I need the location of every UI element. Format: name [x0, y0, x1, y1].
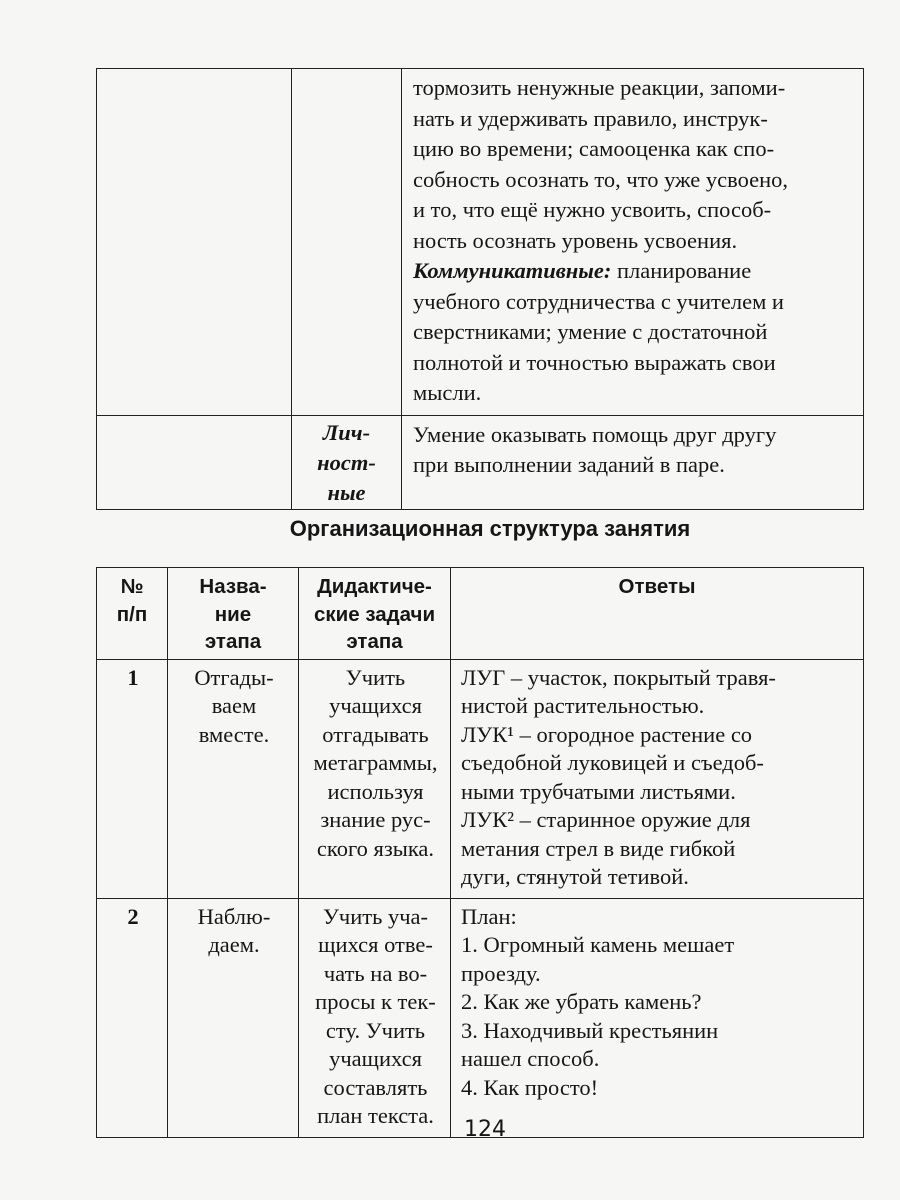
- header-number: [97, 568, 168, 660]
- task-cell: [299, 659, 451, 898]
- text-line: мысли.: [413, 380, 482, 405]
- table-row: [97, 898, 864, 1137]
- text-line: 3. Находчивый крестьянин: [461, 1017, 719, 1043]
- header-stage-name: [168, 568, 299, 660]
- task-cell: [299, 898, 451, 1137]
- header-line: Назва-: [199, 575, 267, 598]
- text-line: План:: [461, 903, 517, 929]
- answers-cell: [451, 898, 864, 1137]
- text-line: и то, что ещё нужно усвоить, способ-: [413, 197, 772, 222]
- category-line: ные: [327, 479, 366, 505]
- table-row: [97, 69, 864, 416]
- text-line: Наблю-: [197, 903, 271, 929]
- row-number: 1: [97, 659, 168, 898]
- header-didactic-tasks: [299, 568, 451, 660]
- header-line: этапа: [204, 630, 262, 653]
- text-line: план текста.: [317, 1103, 434, 1128]
- text-line: дуги, стянутой тетивой.: [461, 864, 689, 889]
- text-line: ными трубчатыми листьями.: [461, 778, 736, 804]
- text-fragment: планирование: [611, 258, 752, 283]
- text-line: даем.: [208, 932, 260, 957]
- text-line: 2. Как же убрать камень?: [461, 989, 702, 1014]
- text-line: составлять: [323, 1074, 428, 1100]
- empty-cell: [97, 69, 292, 416]
- table-header-row: [97, 568, 864, 660]
- text-line: при выполнении заданий в паре.: [413, 452, 725, 477]
- text-line: знание рус-: [320, 807, 431, 832]
- text-line: учебного сотрудничества с учителем и: [413, 288, 784, 314]
- text-line: съедобной луковицей и съедоб-: [461, 750, 764, 775]
- text-line: сту. Учить: [325, 1017, 426, 1043]
- text-line: 1. Огромный камень мешает: [461, 932, 735, 957]
- text-line: Учить: [345, 664, 406, 690]
- text-line: вместе.: [198, 721, 270, 747]
- header-line: п/п: [116, 602, 148, 626]
- text-line: ЛУГ – участок, покрытый травя-: [461, 664, 776, 690]
- header-line: Ответы: [618, 575, 696, 598]
- header-line: ние: [214, 602, 252, 626]
- header-line: Дидактиче-: [317, 575, 432, 598]
- text-line: чать на во-: [323, 960, 428, 986]
- description-cell: [402, 415, 864, 509]
- text-line: ность осознать уровень усвоения.: [413, 227, 738, 253]
- text-line: отгадывать: [322, 721, 429, 747]
- text-line: 4. Как просто!: [461, 1074, 599, 1100]
- lesson-structure-table: [96, 567, 864, 1138]
- stage-name-cell: [168, 898, 299, 1137]
- description-cell: [402, 69, 864, 416]
- text-line: собность осознать то, что уже усвоено,: [413, 166, 789, 192]
- text-line: ЛУК¹ – огородное растение со: [461, 721, 753, 747]
- section-title: Организационная структура занятия: [289, 516, 691, 541]
- text-line: просы к тек-: [315, 989, 436, 1014]
- text-line: сверстниками; умение с достаточной: [413, 319, 768, 344]
- text-line: нать и удерживать правило, инструк-: [413, 105, 768, 131]
- table-row: [97, 415, 864, 509]
- header-line: ские задачи: [313, 602, 436, 626]
- header-answers: [451, 568, 864, 660]
- text-line: нашел способ.: [461, 1046, 600, 1071]
- answers-cell: [451, 659, 864, 898]
- communicative-label: Коммуникативные:: [413, 258, 612, 283]
- header-line: этапа: [346, 630, 403, 653]
- text-line: ЛУК² – старинное оружие для: [461, 807, 751, 832]
- text-line: [413, 256, 855, 287]
- text-line: ского языка.: [316, 835, 435, 861]
- text-line: учащихся: [329, 1046, 422, 1071]
- stage-name-cell: [168, 659, 299, 898]
- category-line: ност-: [317, 449, 376, 475]
- header-line: №: [120, 575, 144, 598]
- text-line: Учить уча-: [322, 903, 429, 929]
- text-line: Отгады-: [194, 664, 274, 690]
- row-number: 2: [97, 898, 168, 1137]
- text-line: ваем: [211, 693, 257, 718]
- text-line: метаграммы,: [313, 750, 438, 775]
- table-row: [97, 659, 864, 898]
- text-line: Умение оказывать помощь друг другу: [413, 421, 777, 447]
- category-cell: [292, 69, 402, 416]
- category-line: Лич-: [322, 419, 371, 445]
- text-line: полнотой и точностью выражать свои: [413, 349, 776, 375]
- text-line: проезду.: [461, 960, 541, 986]
- text-line: используя: [327, 778, 424, 804]
- empty-cell: [97, 415, 292, 509]
- text-line: нистой растительностью.: [461, 693, 705, 718]
- text-line: учащихся: [329, 693, 422, 718]
- category-cell-personal: [292, 415, 402, 509]
- text-line: метания стрел в виде гибкой: [461, 835, 736, 861]
- text-line: цию во времени; самооценка как спо-: [413, 136, 775, 161]
- competencies-table-continued: [96, 68, 864, 510]
- text-line: тормозить ненужные реакции, запоми-: [413, 75, 786, 100]
- text-line: щихся отве-: [318, 932, 433, 957]
- page-number: 124: [464, 1117, 506, 1142]
